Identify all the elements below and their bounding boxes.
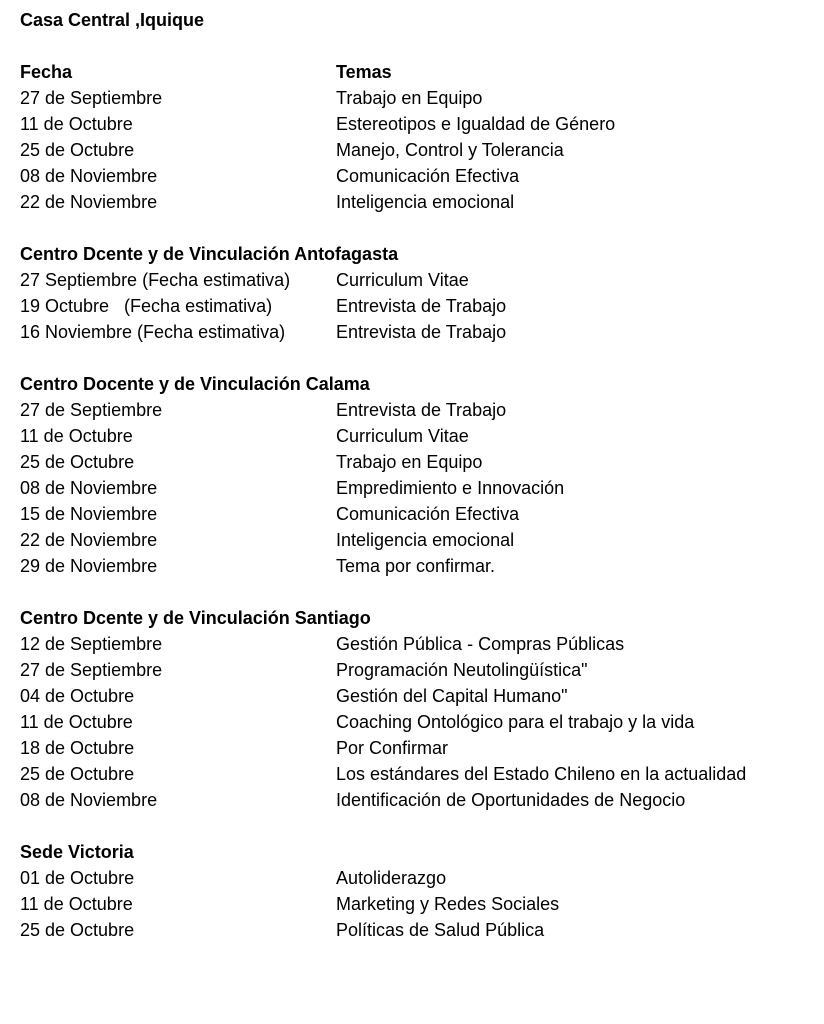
row-date: 15 de Noviembre (20, 504, 158, 524)
schedule-row (20, 267, 810, 293)
row-topic: Gestión del Capital Humano" (336, 686, 568, 706)
section-iquique (20, 85, 810, 215)
row-topic: Inteligencia emocional (336, 192, 515, 212)
row-topic: Identificación de Oportunidades de Negocio (336, 790, 686, 810)
schedule-row (20, 631, 810, 657)
row-topic: Empredimiento e Innovación (336, 478, 565, 498)
spacer (20, 813, 810, 839)
row-topic: Programación Neutolingüística" (336, 660, 588, 680)
schedule-row (20, 787, 810, 813)
row-topic: Entrevista de Trabajo (336, 322, 507, 342)
row-topic: Estereotipos e Igualdad de Género (336, 114, 616, 134)
section-victoria (20, 839, 810, 943)
schedule-row (20, 163, 810, 189)
schedule-row (20, 475, 810, 501)
row-topic: Comunicación Efectiva (336, 166, 520, 186)
row-topic: Inteligencia emocional (336, 530, 515, 550)
row-date: 01 de Octubre (20, 868, 135, 888)
row-date: 11 de Octubre (20, 114, 133, 134)
row-date: 27 Septiembre (Fecha estimativa) (20, 270, 291, 290)
row-topic: Coaching Ontológico para el trabajo y la vida (336, 712, 695, 732)
section-calama (20, 371, 810, 579)
section-heading: Sede Victoria (20, 842, 134, 862)
row-date: 29 de Noviembre (20, 556, 158, 576)
row-date: 11 de Octubre (20, 712, 133, 732)
schedule-row (20, 917, 810, 943)
row-date: 27 de Septiembre (20, 660, 163, 680)
schedule-row (20, 709, 810, 735)
row-topic: Entrevista de Trabajo (336, 400, 507, 420)
schedule-row (20, 501, 810, 527)
section-antofagasta (20, 241, 810, 345)
section-santiago (20, 605, 810, 813)
row-date: 27 de Septiembre (20, 88, 163, 108)
row-topic: Trabajo en Equipo (336, 452, 483, 472)
row-topic: Trabajo en Equipo (336, 88, 483, 108)
row-date: 25 de Octubre (20, 140, 135, 160)
spacer (20, 33, 810, 59)
schedule-row (20, 423, 810, 449)
row-date: 25 de Octubre (20, 764, 135, 784)
row-date: 04 de Octubre (20, 686, 135, 706)
schedule-document (20, 7, 810, 943)
schedule-row (20, 111, 810, 137)
row-date: 12 de Septiembre (20, 634, 163, 654)
schedule-row (20, 397, 810, 423)
row-date: 22 de Noviembre (20, 192, 158, 212)
row-date: 08 de Noviembre (20, 166, 158, 186)
schedule-row (20, 527, 810, 553)
schedule-row (20, 189, 810, 215)
schedule-row (20, 449, 810, 475)
schedule-row (20, 761, 810, 787)
row-date: 22 de Noviembre (20, 530, 158, 550)
spacer (20, 215, 810, 241)
row-date: 16 Noviembre (Fecha estimativa) (20, 322, 286, 342)
column-header-topic: Temas (336, 62, 392, 82)
row-date: 25 de Octubre (20, 920, 135, 940)
column-header-row (20, 59, 810, 85)
section-heading: Centro Docente y de Vinculación Calama (20, 374, 370, 394)
schedule-row (20, 293, 810, 319)
row-date: 27 de Septiembre (20, 400, 163, 420)
schedule-row (20, 85, 810, 111)
row-topic: Comunicación Efectiva (336, 504, 520, 524)
row-date: 19 Octubre (Fecha estimativa) (20, 296, 273, 316)
schedule-row (20, 735, 810, 761)
schedule-row (20, 137, 810, 163)
row-topic: Curriculum Vitae (336, 426, 469, 446)
schedule-row (20, 553, 810, 579)
row-date: 08 de Noviembre (20, 790, 158, 810)
document-title: Casa Central ,Iquique (20, 10, 205, 30)
row-date: 08 de Noviembre (20, 478, 158, 498)
section-heading: Centro Dcente y de Vinculación Antofagasta (20, 244, 399, 264)
row-topic: Políticas de Salud Pública (336, 920, 545, 940)
row-topic: Autoliderazgo (336, 868, 447, 888)
row-topic: Curriculum Vitae (336, 270, 469, 290)
row-topic: Entrevista de Trabajo (336, 296, 507, 316)
spacer (20, 345, 810, 371)
row-topic: Manejo, Control y Tolerancia (336, 140, 564, 160)
schedule-row (20, 657, 810, 683)
row-date: 25 de Octubre (20, 452, 135, 472)
row-date: 11 de Octubre (20, 426, 133, 446)
schedule-row (20, 865, 810, 891)
row-date: 18 de Octubre (20, 738, 135, 758)
row-topic: Tema por confirmar. (336, 556, 496, 576)
row-date: 11 de Octubre (20, 894, 133, 914)
spacer (20, 579, 810, 605)
schedule-row (20, 683, 810, 709)
row-topic: Gestión Pública - Compras Públicas (336, 634, 625, 654)
schedule-row (20, 319, 810, 345)
column-header-date: Fecha (20, 62, 73, 82)
section-heading: Centro Dcente y de Vinculación Santiago (20, 608, 371, 628)
row-topic: Los estándares del Estado Chileno en la actualidad (336, 764, 747, 784)
row-topic: Marketing y Redes Sociales (336, 894, 560, 914)
row-topic: Por Confirmar (336, 738, 449, 758)
schedule-row (20, 891, 810, 917)
